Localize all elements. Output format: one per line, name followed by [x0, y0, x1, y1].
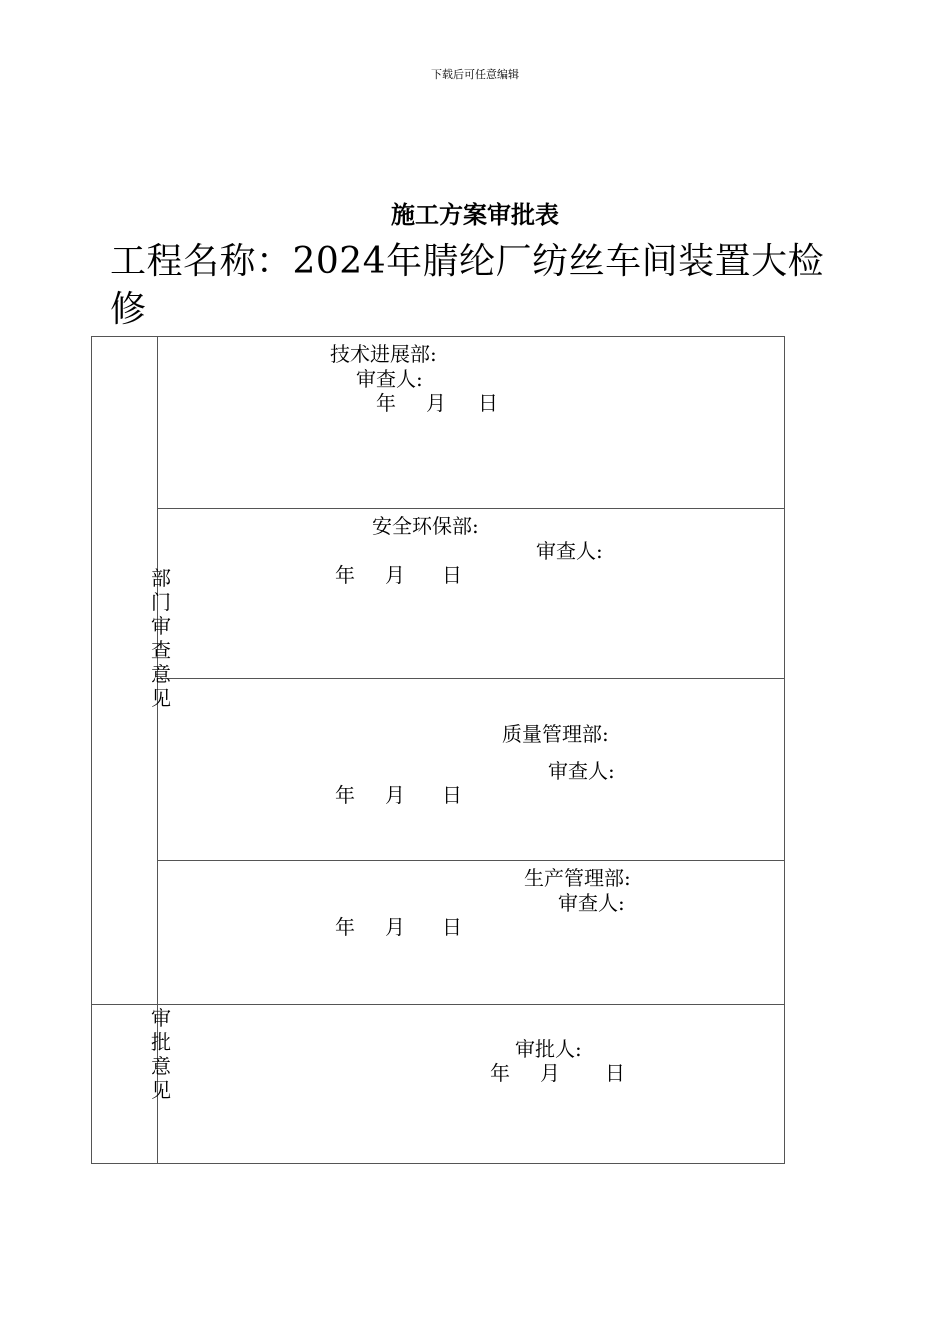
- document-title: 施工方案审批表: [391, 200, 559, 229]
- department-label: 技术进展部:: [330, 342, 437, 366]
- department-label: 安全环保部:: [372, 514, 479, 538]
- row-divider: [157, 860, 785, 861]
- review-date: 年 月 日: [335, 563, 462, 587]
- project-name: 工程名称：2024年腈纶厂纺丝车间装置大检修: [110, 241, 825, 330]
- reviewer-label: 审查人:: [548, 759, 615, 783]
- table-border-bottom: [91, 1163, 785, 1164]
- approver-label: 审批人:: [515, 1037, 582, 1061]
- row-divider: [157, 508, 785, 509]
- reviewer-label: 审查人:: [536, 539, 603, 563]
- review-date: 年 月 日: [335, 783, 462, 807]
- table-border-left: [91, 336, 92, 1164]
- approval-date: 年 月 日: [490, 1061, 625, 1085]
- row-divider-full: [91, 1004, 785, 1005]
- header-note: 下载后可任意编辑: [431, 68, 519, 81]
- reviewer-label: 审查人:: [558, 891, 625, 915]
- table-border-right: [784, 336, 785, 1164]
- department-label: 质量管理部:: [502, 722, 609, 746]
- department-label: 生产管理部:: [524, 866, 631, 890]
- reviewer-label: 审查人:: [356, 367, 423, 391]
- row-divider: [157, 678, 785, 679]
- table-border-top: [91, 336, 785, 337]
- review-date: 年 月 日: [376, 391, 498, 415]
- dept-review-label: 部 门 审 查 意 见: [151, 566, 171, 710]
- approval-label: 审 批 意 见: [151, 1006, 171, 1102]
- review-date: 年 月 日: [335, 915, 462, 939]
